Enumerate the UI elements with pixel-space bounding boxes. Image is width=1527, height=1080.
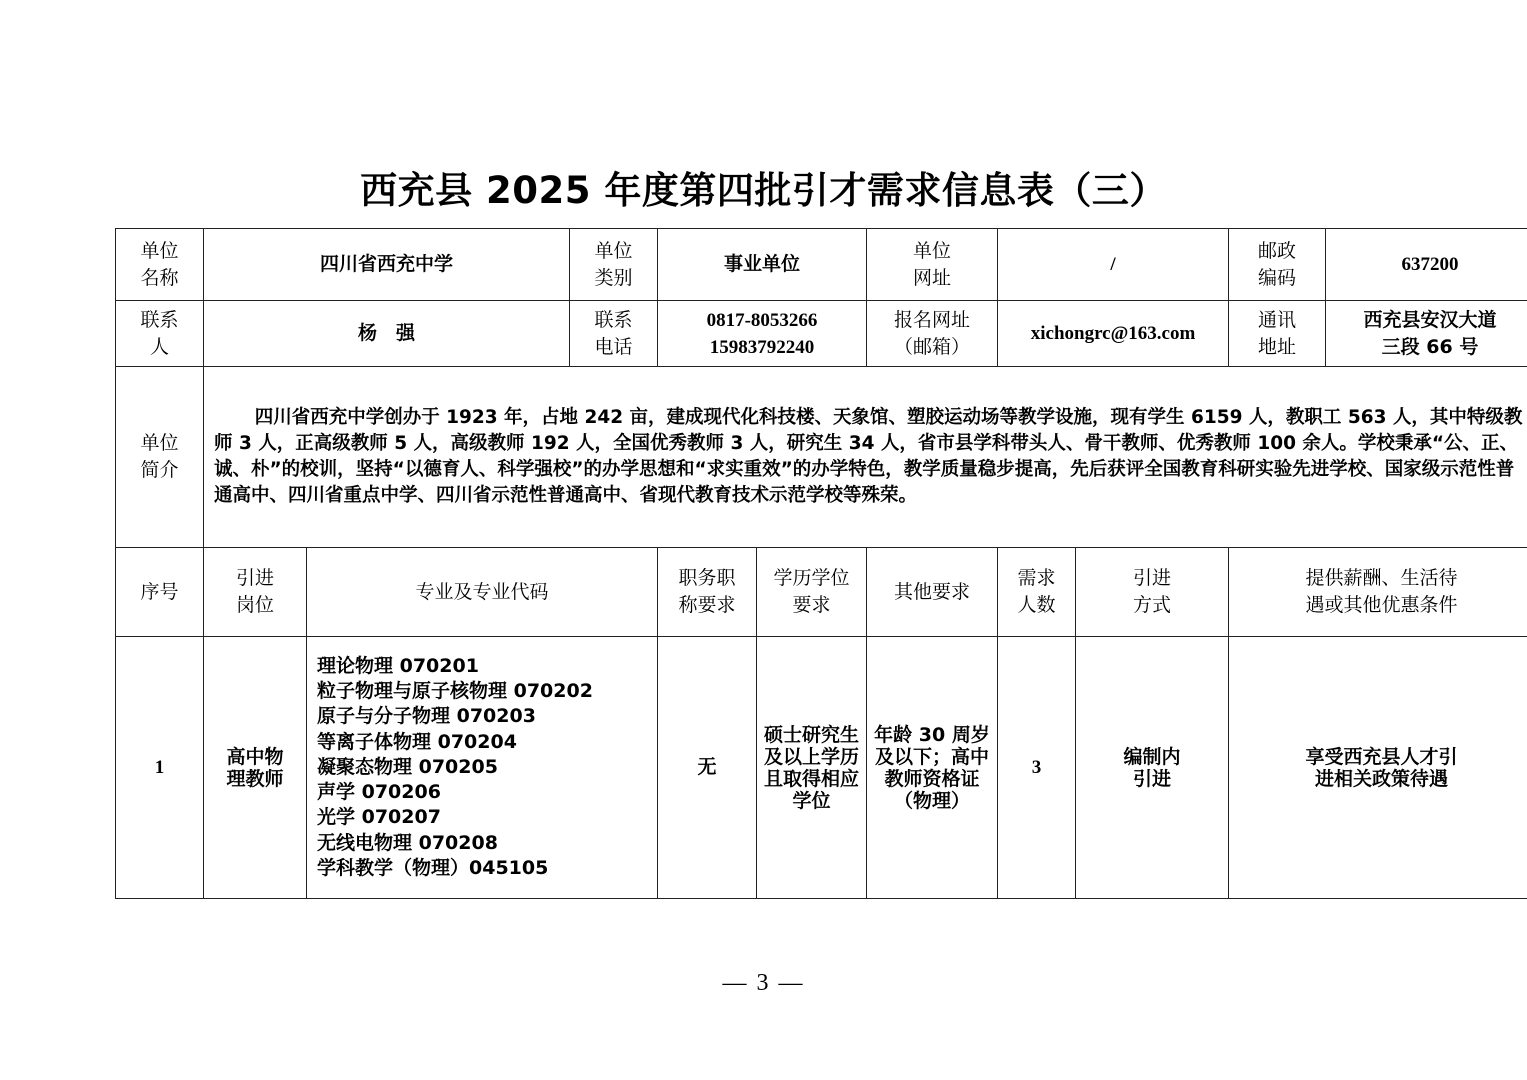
row-count: 3	[998, 637, 1076, 899]
col-edu: 学历学位 要求	[757, 548, 867, 637]
signup-label: 报名网址 （邮箱）	[867, 301, 998, 367]
row-benefit: 享受西充县人才引 进相关政策待遇	[1229, 637, 1527, 899]
unit-type-value: 事业单位	[658, 229, 867, 301]
contact-value: 杨 强	[204, 301, 570, 367]
unit-name-value: 四川省西充中学	[204, 229, 570, 301]
unit-name-label: 单位 名称	[116, 229, 204, 301]
major-item: 无线电物理 070208	[317, 831, 498, 854]
talent-demand-table	[115, 228, 1527, 899]
intro-text: 四川省西充中学创办于 1923 年，占地 242 亩，建成现代化科技楼、天象馆、塑胶运动场等教学设施，现有学生 6159 人，教职工 563 人，其中特级教师 3 人，正高级教师 5 人，高级教师 192 人，全国优秀教师 3 人，研究生 34 人，省市县学科带头人、骨干教师、优秀教师 100 余人。学校秉承“公、正、诚、朴”的校训，坚持“以德育人、科学强校”的办学思想和“求实重效”的办学特色，教学质量稳步提高，先后获评全国教育科研实验先进学校、国家级示范性普通高中、四川省重点中学、四川省示范性普通高中、省现代教育技术示范学校等殊荣。	[204, 367, 1527, 548]
postcode-label: 邮政 编码	[1229, 229, 1326, 301]
header-row-contact	[116, 301, 1527, 367]
major-item: 凝聚态物理 070205	[317, 755, 498, 778]
col-seq: 序号	[116, 548, 204, 637]
unit-type-label: 单位 类别	[570, 229, 658, 301]
major-item: 声学 070206	[317, 781, 441, 804]
address-label: 通讯 地址	[1229, 301, 1326, 367]
col-other: 其他要求	[867, 548, 998, 637]
intro-row	[116, 367, 1527, 548]
column-header-row	[116, 548, 1527, 637]
row-method: 编制内 引进	[1076, 637, 1229, 899]
row-title-req: 无	[658, 637, 757, 899]
phone-label: 联系 电话	[570, 301, 658, 367]
row-edu: 硕士研究生 及以上学历 且取得相应 学位	[757, 637, 867, 899]
address-value: 西充县安汉大道 三段 66 号	[1326, 301, 1527, 367]
row-post: 高中物 理教师	[204, 637, 307, 899]
header-row-unit	[116, 229, 1527, 301]
major-item: 光学 070207	[317, 806, 441, 829]
website-label: 单位 网址	[867, 229, 998, 301]
col-method: 引进 方式	[1076, 548, 1229, 637]
page-title: 西充县 2025 年度第四批引才需求信息表（三）	[360, 169, 1167, 212]
signup-email: xichongrc@163.com	[998, 301, 1229, 367]
major-item: 理论物理 070201	[317, 654, 479, 677]
contact-label: 联系 人	[116, 301, 204, 367]
row-other: 年龄 30 周岁 及以下；高中 教师资格证 （物理）	[867, 637, 998, 899]
intro-label: 单位 简介	[116, 367, 204, 548]
col-title-req: 职务职 称要求	[658, 548, 757, 637]
col-major: 专业及专业代码	[307, 548, 658, 637]
major-item: 粒子物理与原子核物理 070202	[317, 679, 593, 702]
major-item: 学科教学（物理）045105	[317, 857, 549, 880]
col-benefit: 提供薪酬、生活待 遇或其他优惠条件	[1229, 548, 1527, 637]
col-post: 引进 岗位	[204, 548, 307, 637]
website-value: /	[998, 229, 1229, 301]
col-count: 需求 人数	[998, 548, 1076, 637]
row-seq: 1	[116, 637, 204, 899]
major-item: 原子与分子物理 070203	[317, 705, 536, 728]
row-majors	[307, 637, 658, 899]
page-number: — 3 —	[722, 970, 805, 996]
table-row	[116, 637, 1527, 899]
phone-value: 0817-8053266 15983792240	[658, 301, 867, 367]
major-item: 等离子体物理 070204	[317, 730, 517, 753]
postcode-value: 637200	[1326, 229, 1527, 301]
